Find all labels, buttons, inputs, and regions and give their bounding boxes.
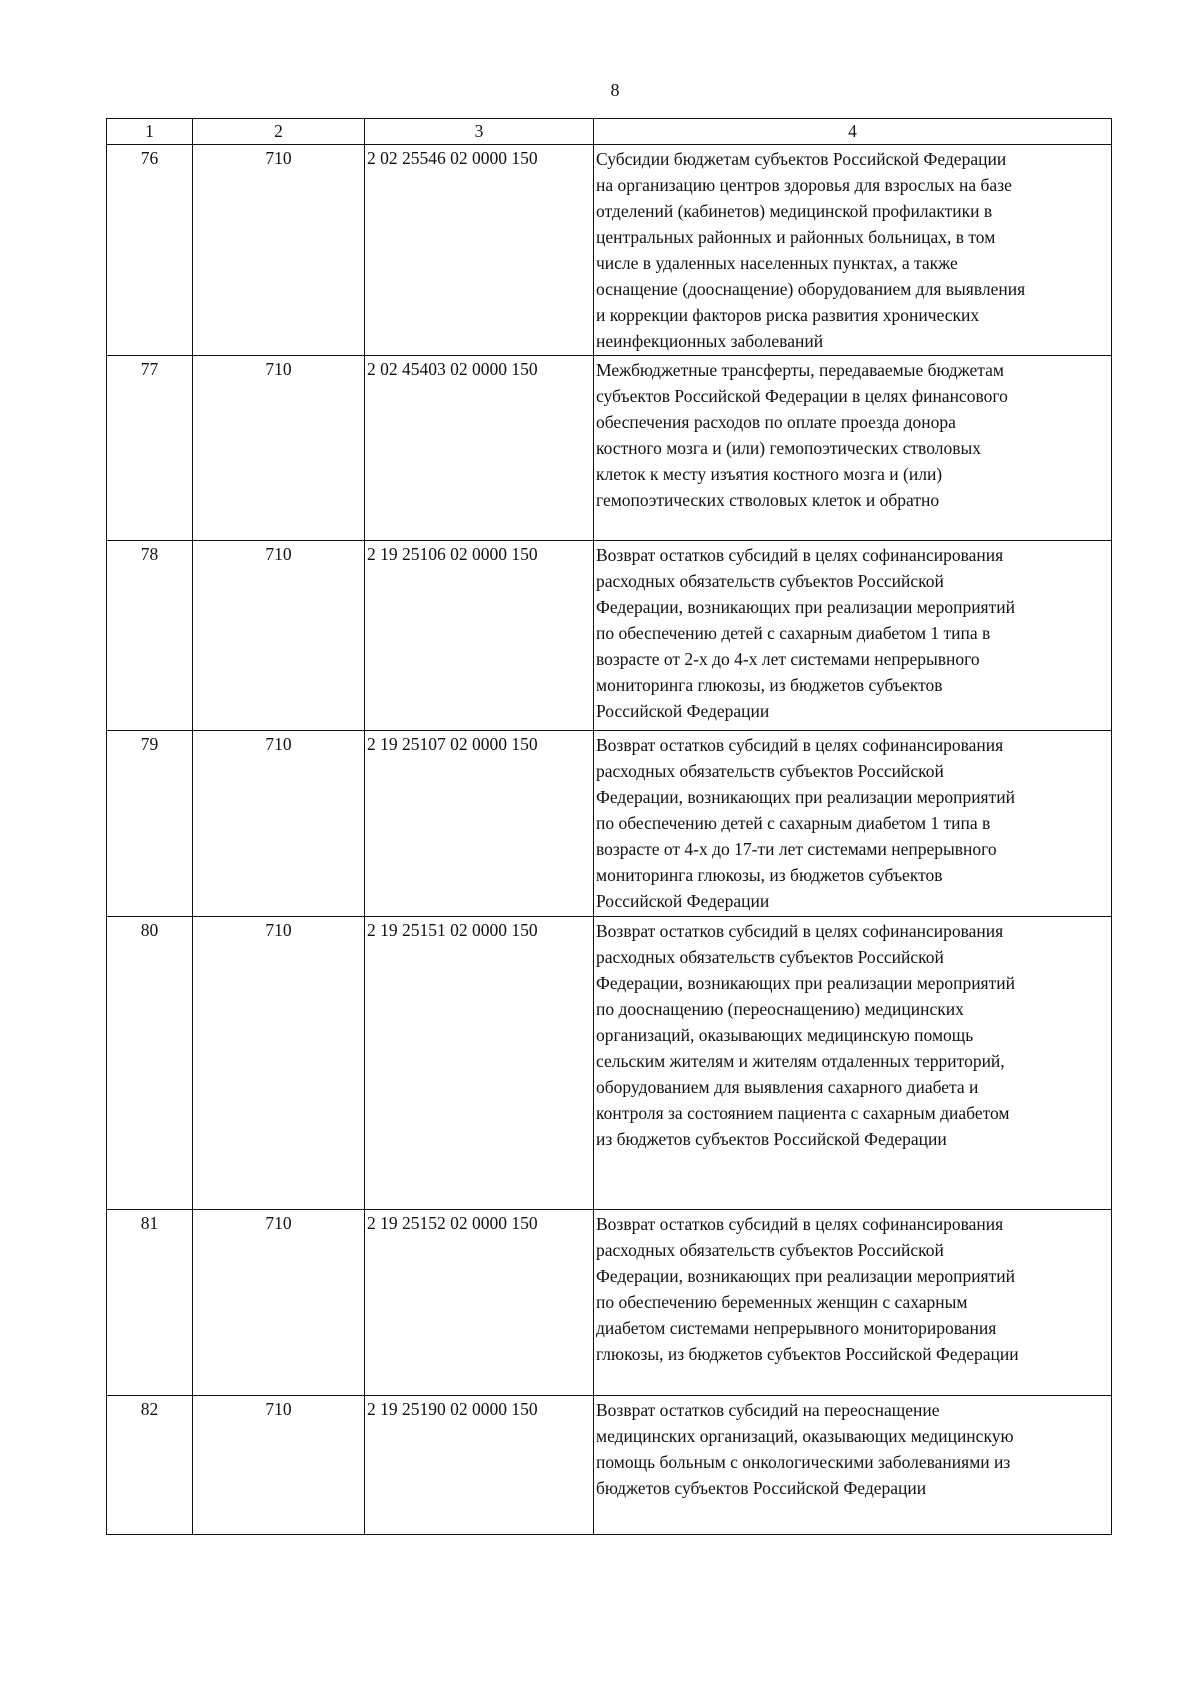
description-cell: Субсидии бюджетам субъектов Российской Федерации на организацию центров здоровья для взрослых на базе отделений (кабинетов) медицинской профилактики в центральных районных и районных больницах, в том числе в удаленных населенных пунктах, а также оснащение (дооснащение) оборудованием для выявления и коррекции факторов риска развития хронических неинфекционных заболеваний [594,145,1112,356]
kbk-code-cell: 2 02 45403 02 0000 150 [365,356,594,541]
kbk-code-cell: 2 19 25106 02 0000 150 [365,541,594,731]
description-cell: Возврат остатков субсидий в целях софинансирования расходных обязательств субъектов Российской Федерации, возникающих при реализации мероприятий по обеспечению детей с сахарным диабетом 1 типа в возрасте от 4-х до 17-ти лет системами непрерывного мониторинга глюкозы, из бюджетов субъектов Российской Федерации [594,731,1112,917]
row-number-cell: 76 [107,145,193,356]
admin-code-cell: 710 [193,145,365,356]
column-header-1: 1 [107,119,193,145]
description-cell: Межбюджетные трансферты, передаваемые бюджетам субъектов Российской Федерации в целях финансового обеспечения расходов по оплате проезда донора костного мозга и (или) гемопоэтических стволовых клеток к месту изъятия костного мозга и (или) гемопоэтических стволовых клеток и обратно [594,356,1112,541]
kbk-code-cell: 2 19 25190 02 0000 150 [365,1396,594,1535]
kbk-code-cell: 2 19 25107 02 0000 150 [365,731,594,917]
admin-code-cell: 710 [193,917,365,1210]
column-header-4: 4 [594,119,1112,145]
table-row [107,541,1112,731]
description-cell: Возврат остатков субсидий в целях софинансирования расходных обязательств субъектов Российской Федерации, возникающих при реализации мероприятий по обеспечению беременных женщин с сахарным диабетом системами непрерывного мониторирования глюкозы, из бюджетов субъектов Российской Федерации [594,1210,1112,1396]
admin-code-cell: 710 [193,541,365,731]
table-row [107,1396,1112,1535]
admin-code-cell: 710 [193,356,365,541]
column-header-3: 3 [365,119,594,145]
page-number: 8 [610,80,620,100]
description-cell: Возврат остатков субсидий в целях софинансирования расходных обязательств субъектов Российской Федерации, возникающих при реализации мероприятий по дооснащению (переоснащению) медицинских организаций, оказывающих медицинскую помощь сельским жителям и жителям отдаленных территорий, оборудованием для выявления сахарного диабета и контроля за состоянием пациента с сахарным диабетом из бюджетов субъектов Российской Федерации [594,917,1112,1210]
table-row [107,731,1112,917]
column-header-2: 2 [193,119,365,145]
kbk-code-cell: 2 19 25151 02 0000 150 [365,917,594,1210]
row-number-cell: 78 [107,541,193,731]
table-row [107,917,1112,1210]
kbk-code-cell: 2 02 25546 02 0000 150 [365,145,594,356]
description-cell: Возврат остатков субсидий на переоснащение медицинских организаций, оказывающих медицинскую помощь больным с онкологическими заболеваниями из бюджетов субъектов Российской Федерации [594,1396,1112,1535]
admin-code-cell: 710 [193,1210,365,1396]
admin-code-cell: 710 [193,731,365,917]
kbk-code-cell: 2 19 25152 02 0000 150 [365,1210,594,1396]
revenue-codes-table [106,118,1112,1535]
table-row [107,356,1112,541]
table-header-row [107,119,1112,145]
table-row [107,1210,1112,1396]
row-number-cell: 80 [107,917,193,1210]
description-cell: Возврат остатков субсидий в целях софинансирования расходных обязательств субъектов Российской Федерации, возникающих при реализации мероприятий по обеспечению детей с сахарным диабетом 1 типа в возрасте от 2-х до 4-х лет системами непрерывного мониторинга глюкозы, из бюджетов субъектов Российской Федерации [594,541,1112,731]
row-number-cell: 82 [107,1396,193,1535]
row-number-cell: 81 [107,1210,193,1396]
table-row [107,145,1112,356]
row-number-cell: 79 [107,731,193,917]
admin-code-cell: 710 [193,1396,365,1535]
row-number-cell: 77 [107,356,193,541]
